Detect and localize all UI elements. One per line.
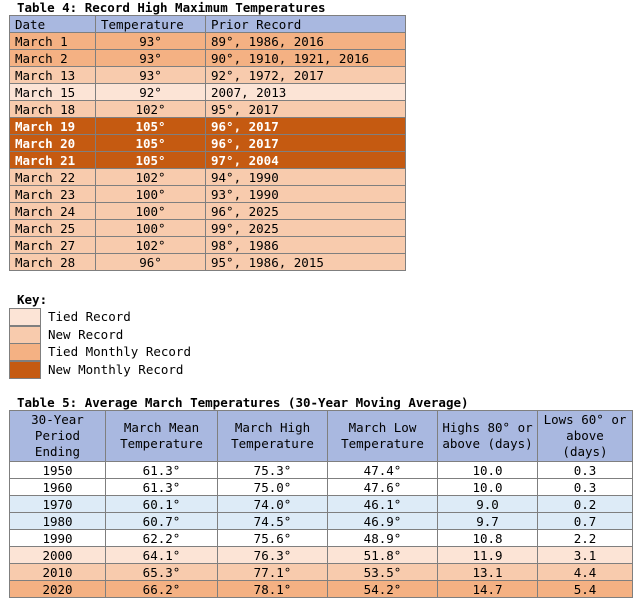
cell-lows60: 0.3 — [538, 479, 633, 496]
cell-highs80: 9.0 — [438, 496, 538, 513]
table-row — [10, 152, 406, 169]
table-row — [10, 462, 633, 479]
cell-year: 1960 — [10, 479, 106, 496]
table-row — [10, 237, 406, 254]
cell-prior-record: 95°, 1986, 2015 — [206, 254, 406, 271]
cell-prior-record: 96°, 2025 — [206, 203, 406, 220]
cell-high: 76.3° — [218, 547, 328, 564]
table-row — [10, 530, 633, 547]
cell-date: March 13 — [10, 67, 96, 84]
cell-high: 77.1° — [218, 564, 328, 581]
table-row — [10, 118, 406, 135]
cell-date: March 24 — [10, 203, 96, 220]
cell-temperature: 102° — [96, 101, 206, 118]
cell-prior-record: 96°, 2017 — [206, 118, 406, 135]
cell-low: 46.1° — [328, 496, 438, 513]
cell-lows60: 4.4 — [538, 564, 633, 581]
table-header-row — [10, 411, 633, 462]
table-header-row — [10, 16, 406, 33]
cell-date: March 27 — [10, 237, 96, 254]
cell-date: March 20 — [10, 135, 96, 152]
cell-temperature: 100° — [96, 186, 206, 203]
cell-date: March 18 — [10, 101, 96, 118]
cell-temperature: 105° — [96, 152, 206, 169]
table-row — [10, 203, 406, 220]
cell-date: March 19 — [10, 118, 96, 135]
cell-low: 47.4° — [328, 462, 438, 479]
cell-high: 74.5° — [218, 513, 328, 530]
cell-low: 51.8° — [328, 547, 438, 564]
cell-low: 53.5° — [328, 564, 438, 581]
cell-prior-record: 89°, 1986, 2016 — [206, 33, 406, 50]
cell-prior-record: 95°, 2017 — [206, 101, 406, 118]
header-low: March Low Temperature — [328, 411, 438, 462]
cell-date: March 1 — [10, 33, 96, 50]
cell-year: 1990 — [10, 530, 106, 547]
key-swatch — [9, 308, 41, 326]
table-row — [10, 169, 406, 186]
cell-low: 46.9° — [328, 513, 438, 530]
header-prior-record: Prior Record — [206, 16, 406, 33]
cell-highs80: 10.0 — [438, 462, 538, 479]
cell-highs80: 9.7 — [438, 513, 538, 530]
key-title: Key: — [17, 292, 48, 307]
cell-prior-record: 93°, 1990 — [206, 186, 406, 203]
cell-lows60: 0.7 — [538, 513, 633, 530]
cell-temperature: 96° — [96, 254, 206, 271]
cell-temperature: 102° — [96, 237, 206, 254]
cell-date: March 21 — [10, 152, 96, 169]
header-high: March High Temperature — [218, 411, 328, 462]
cell-year: 2020 — [10, 581, 106, 598]
cell-high: 78.1° — [218, 581, 328, 598]
header-mean: March Mean Temperature — [106, 411, 218, 462]
cell-lows60: 3.1 — [538, 547, 633, 564]
cell-temperature: 93° — [96, 33, 206, 50]
table-row — [10, 254, 406, 271]
cell-mean: 60.7° — [106, 513, 218, 530]
table-row — [10, 67, 406, 84]
table-row — [10, 50, 406, 67]
cell-prior-record: 92°, 1972, 2017 — [206, 67, 406, 84]
header-highs80: Highs 80° or above (days) — [438, 411, 538, 462]
cell-mean: 62.2° — [106, 530, 218, 547]
cell-prior-record: 90°, 1910, 1921, 2016 — [206, 50, 406, 67]
key-swatch — [9, 361, 41, 379]
cell-mean: 65.3° — [106, 564, 218, 581]
header-lows60: Lows 60° or above (days) — [538, 411, 633, 462]
table-row — [10, 564, 633, 581]
table-row — [10, 496, 633, 513]
cell-high: 75.3° — [218, 462, 328, 479]
header-temperature: Temperature — [96, 16, 206, 33]
key-label: New Record — [48, 326, 124, 342]
table-row — [10, 84, 406, 101]
cell-prior-record: 97°, 2004 — [206, 152, 406, 169]
cell-low: 47.6° — [328, 479, 438, 496]
cell-date: March 25 — [10, 220, 96, 237]
cell-date: March 2 — [10, 50, 96, 67]
cell-mean: 60.1° — [106, 496, 218, 513]
table-row — [10, 513, 633, 530]
cell-mean: 64.1° — [106, 547, 218, 564]
cell-prior-record: 94°, 1990 — [206, 169, 406, 186]
key-swatch — [9, 343, 41, 361]
header-period: 30-Year Period Ending — [10, 411, 106, 462]
cell-year: 1970 — [10, 496, 106, 513]
cell-high: 75.6° — [218, 530, 328, 547]
cell-lows60: 0.2 — [538, 496, 633, 513]
table5-caption: Table 5: Average March Temperatures (30-Year Moving Average) — [17, 395, 469, 410]
cell-temperature: 100° — [96, 220, 206, 237]
cell-prior-record: 98°, 1986 — [206, 237, 406, 254]
table-row — [10, 33, 406, 50]
cell-highs80: 11.9 — [438, 547, 538, 564]
record-high-table — [9, 15, 406, 271]
cell-prior-record: 96°, 2017 — [206, 135, 406, 152]
header-date: Date — [10, 16, 96, 33]
cell-highs80: 14.7 — [438, 581, 538, 598]
cell-temperature: 92° — [96, 84, 206, 101]
cell-temperature: 100° — [96, 203, 206, 220]
table4-caption: Table 4: Record High Maximum Temperatures — [17, 0, 326, 15]
cell-date: March 23 — [10, 186, 96, 203]
cell-date: March 22 — [10, 169, 96, 186]
cell-temperature: 93° — [96, 50, 206, 67]
key-label: Tied Monthly Record — [48, 344, 191, 359]
cell-date: March 15 — [10, 84, 96, 101]
average-march-table — [9, 410, 633, 598]
cell-highs80: 10.8 — [438, 530, 538, 547]
table-row — [10, 135, 406, 152]
cell-year: 2000 — [10, 547, 106, 564]
cell-lows60: 5.4 — [538, 581, 633, 598]
cell-low: 48.9° — [328, 530, 438, 547]
key-label: Tied Record — [48, 309, 131, 324]
cell-high: 75.0° — [218, 479, 328, 496]
cell-temperature: 93° — [96, 67, 206, 84]
cell-mean: 61.3° — [106, 462, 218, 479]
table-row — [10, 547, 633, 564]
cell-temperature: 105° — [96, 135, 206, 152]
cell-prior-record: 2007, 2013 — [206, 84, 406, 101]
cell-temperature: 102° — [96, 169, 206, 186]
cell-date: March 28 — [10, 254, 96, 271]
table-row — [10, 479, 633, 496]
table-row — [10, 186, 406, 203]
cell-highs80: 10.0 — [438, 479, 538, 496]
cell-low: 54.2° — [328, 581, 438, 598]
table-row — [10, 220, 406, 237]
cell-highs80: 13.1 — [438, 564, 538, 581]
table-row — [10, 581, 633, 598]
cell-high: 74.0° — [218, 496, 328, 513]
cell-mean: 61.3° — [106, 479, 218, 496]
cell-year: 1980 — [10, 513, 106, 530]
key-swatch — [9, 326, 41, 344]
cell-prior-record: 99°, 2025 — [206, 220, 406, 237]
cell-mean: 66.2° — [106, 581, 218, 598]
cell-temperature: 105° — [96, 118, 206, 135]
cell-lows60: 2.2 — [538, 530, 633, 547]
table-row — [10, 101, 406, 118]
key-label: New Monthly Record — [48, 361, 184, 377]
cell-year: 2010 — [10, 564, 106, 581]
cell-lows60: 0.3 — [538, 462, 633, 479]
cell-year: 1950 — [10, 462, 106, 479]
